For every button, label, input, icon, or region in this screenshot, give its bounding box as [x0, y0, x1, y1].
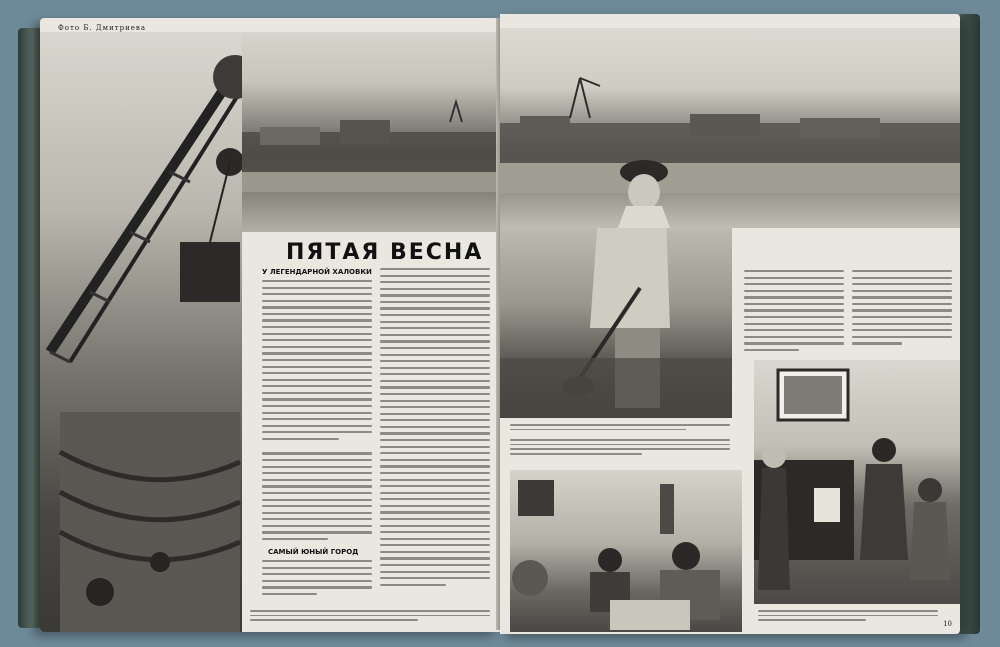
crane-art — [40, 32, 242, 632]
text-column-1-bottom — [262, 560, 372, 610]
worker-art — [500, 228, 732, 418]
photo-dam-panorama — [500, 28, 960, 228]
right-page — [500, 14, 960, 634]
book-cover-right-edge — [958, 14, 980, 634]
subhead-first: У ЛЕГЕНДАРНОЙ ХАЛОВКИ — [262, 268, 372, 276]
family-art — [510, 470, 742, 632]
worker-head-art — [604, 158, 684, 228]
subhead-second: САМЫЙ ЮНЫЙ ГОРОД — [268, 548, 359, 556]
photo-worker-portrait — [500, 228, 732, 418]
panorama-right-art — [500, 28, 960, 228]
article-title: ПЯТАЯ ВЕСНА — [286, 240, 484, 265]
photo-worker-head — [604, 158, 684, 228]
photo-crane-construction — [40, 32, 242, 632]
piano-caption — [758, 610, 938, 624]
text-column-1 — [262, 280, 372, 590]
piano-art — [754, 360, 960, 604]
text-column-2 — [380, 268, 490, 598]
left-footnote — [250, 610, 490, 624]
page-number: 10 — [943, 620, 952, 628]
text-column-3 — [744, 270, 844, 360]
worker-caption — [510, 424, 730, 458]
photo-family-at-table — [510, 470, 742, 632]
photo-credit: Фото Б. Дмитриева — [58, 24, 147, 32]
left-page — [40, 18, 500, 632]
text-column-4 — [852, 270, 952, 360]
photo-children-piano — [754, 360, 960, 604]
